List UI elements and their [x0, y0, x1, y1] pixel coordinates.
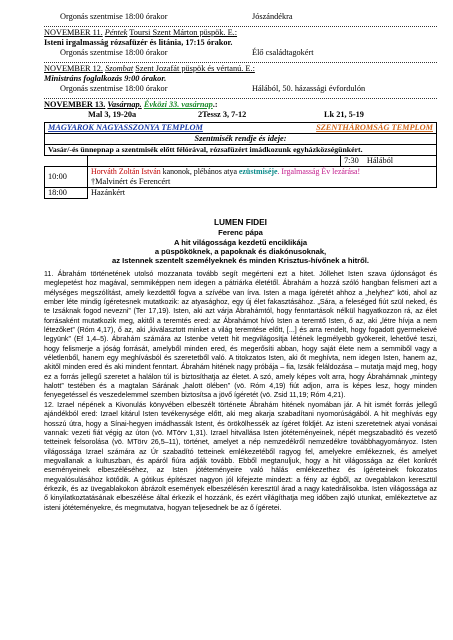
divider	[44, 98, 437, 99]
row1-time: 7:30	[344, 156, 359, 165]
encyclical-body	[44, 270, 437, 513]
divider	[44, 62, 437, 63]
row3-time: 18:00	[45, 188, 88, 199]
reading-3: Lk 21, 5-19	[324, 110, 364, 119]
encyclical-author: Ferenc pápa	[218, 228, 263, 237]
paragraph-11: 11. Ábrahám történetének utolsó mozzanata tovább segít megérteni ezt a hitet. Jóllehet Isten szava újdonságot és meglepetést hoz magával, semmiképpen nem idegen a pátriárka életétől. Ábrahám a hozzá szóló hangban felismeri azt a mélységes megszólítást, amely kezdettől fogva a szívébe van írva. Isten a maga ígéretét ahhoz a „helyhez” köti, ahol az ember léte mindig ígéretesnek mutatkozik: az atyasághoz, egy új élet fakasztásához. „Sára, a feleséged fiút szül neked, és te Izsáknak fogod nevezni” (Ter 17,19). Isten, aki azt várja Ábrahámtól, hogy fenntartások nélkül hagyatkozzon rá, az élet forrásaként mutatkozik meg, akitől a teremtés ered: az Ábrahámot hívó Isten a teremtő Isten, ő az, aki „létre hívja a nem létezőket” (Róm 4,17), ő az, aki „kiválasztott minket a világ teremtése előtt, [...] és arra rendelt, hogy fogadott gyermekeivé legyünk” (Ef 1,4–5). Ábrahám számára az Istenbe vetett hit megvilágosítja létének legmélyebb gyökereit, lehetővé teszi, hogy felismerje a jóság forrását, amelyből minden ered, és megerősíti abban, hogy saját élete nem a semmiből vagy a véletlenből, hanem egy meghívásból és szeretetből való. A titokzatos Isten, aki őt meghívta, nem idegen Isten, hanem az, akitől minden ered és aki mindent fenntart. Ábrahám hitének nagy próbája – fia, Izsák feláldozása – mutatja majd meg, hogy ez a forrás jellegű szeretet a halálon túl is biztosíthatja az életet. A szó, amely képes volt arra, hogy Ábrahámnak „mintegy halott” testében és a magtalan Sárának „halott ölében” (vö. Róm 4,19) fiút adjon, arra is képes lesz, hogy minden fenyegetéssel és veszedelemmel szemben biztosítsa a jövő ígéretét (vö. Zsid 11,19; Róm 4,21).	[44, 270, 437, 400]
mass-line-1: Orgonás szentmise 18:00 órakor	[60, 12, 168, 21]
nov12-event: Ministráns foglalkozás 9:00 órakor.	[44, 74, 167, 83]
table-row	[45, 123, 437, 134]
nov11-heading: NOVEMBER 11. Péntek Toursi Szent Márton püspök. E.:	[44, 28, 238, 37]
nov11-event: Isteni irgalmasság rózsafüzér és litánia, 17:15 órakor.	[44, 38, 233, 47]
nov12-intention: Hálából, 50. házassági évfordulón	[252, 84, 366, 93]
table-row	[45, 188, 437, 199]
paragraph-12: 12. Izrael népének a Kivonulás könyvében elbeszélt története Ábrahám hitének nyomában jár. A hit ismét forrás jellegű ajándékból ered: Izrael kitárul Isten tevékenysége előtt, aki meg akarja szabadítani nyomorúságából. A hit meghívás egy hosszú útra, hogy a Sínai-hegyen imádhassák Istent, és örökölhessék az ígéret földjét. Az isteni szeretetnek atyai vonásai vannak: vezeti fiát végig az úton (vö. MTörv 1,31). Izrael hitvallása Isten jótéteményeinek, népét megszabadító és vezető tetteinek felsorolása (vö. MTörv 26,5–11), történet, amelyet a nép nemzedékről nemzedékre továbbhagyományoz. Isten világossága Izrael számára az Úr szabadító tetteinek emlékezetéből ragyog fel, amelyekre emlékeznek, és amelyet megvallanak a kultuszban, és apáról fiúra adják tovább. Ebből megtanuljuk, hogy a hit világossága az élet konkrét eseményeinek elbeszéléséhez, az Isten jótéteményeire való hálás emlékezethez és ígéreteinek fokozatos megvalósulásához kötődik. A gótikus építészet nagyon jól kifejezte mindezt: a fény az égből, az üvegablakon keresztül érkezik, és az üvegablakokon ábrázolt események elbeszélésén keresztül árad a nagy katedrálisokba. Isten világossága az ő kinyilatkoztatásának elbeszélése által érkezik el hozzánk, és ezért világíthatja meg időben zajló utunkat, emlékeztetve az isteni jótéteményekre, és megmutatva, hogyan teljesednek be az ő ígéretei.	[44, 400, 437, 512]
encyclical-sub-1: A hit világosságа kezdetű enciklikája	[173, 238, 308, 247]
row2-intention: Horváth Zoltán István kanonok, plébános atya ezüstmiséje. Irgalmasság Év lezárása!	[91, 167, 361, 176]
nov12-mass: Orgonás szentmise 18:00 órakor	[60, 84, 168, 93]
reading-2: 2Tessz 3, 7-12	[198, 110, 247, 119]
intention-line-1: Jószándékra	[252, 12, 293, 21]
nov12-heading: NOVEMBER 12. Szombat Szent Jozafát püspök és vértanú. E.:	[44, 64, 255, 73]
row2-intention-2: †Malvinért és Ferencért	[91, 177, 171, 186]
mass-schedule-table	[44, 122, 437, 199]
table-row	[45, 156, 437, 167]
schedule-subtitle: Szentmisék rendje és ideje:	[45, 134, 437, 145]
table-row	[45, 167, 437, 188]
row2-time: 10:00	[45, 167, 88, 188]
nov11-intention: Élő családtagokért	[252, 48, 314, 57]
row1-intention: Hálából	[366, 156, 394, 165]
table-row	[45, 134, 437, 145]
nov11-mass: Orgonás szentmise 18:00 órakor	[60, 48, 168, 57]
encyclical-sub-2: a püspököknek, a papoknak és diakónusoknak,	[154, 247, 327, 256]
nov13-heading: NOVEMBER 13. Vasárnap. Évközi 33. vasárnap.:	[44, 100, 218, 109]
table-row	[45, 145, 437, 156]
church-left: MAGYAROK NAGYASSZONYA TEMPLOM	[48, 123, 203, 132]
encyclical-title: LUMEN FIDEI	[213, 217, 267, 227]
church-right: SZENTHÁROMSÁG TEMPLOM	[316, 123, 433, 132]
divider	[44, 26, 437, 27]
reading-1: Mal 3, 19-20a	[88, 110, 137, 119]
encyclical-sub-3: az Istennek szentelt személyeknek és minden Krisztus-hívőnek a hitről.	[111, 256, 369, 265]
row3-intention: Hazánkért	[88, 188, 437, 199]
schedule-note: Vasár/-és ünnepnap a szentmisék előtt félórával, rózsafüzért imádkozunk egyházközségünkért.	[45, 145, 437, 156]
